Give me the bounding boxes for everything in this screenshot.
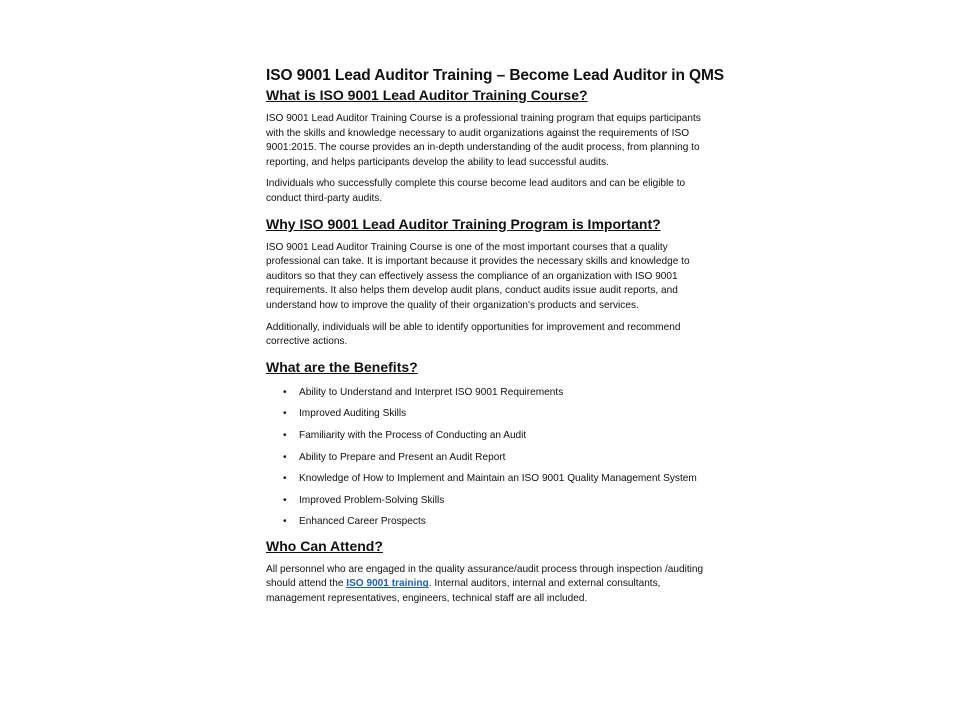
page-title: ISO 9001 Lead Auditor Training – Become Lead Auditor in QMS xyxy=(266,67,725,84)
list-item xyxy=(266,386,706,401)
paragraph-who-before: All personnel who are engaged in the quality assurance/audit process through inspection /auditing should attend the xyxy=(266,563,704,590)
list-item-text: Ability to Understand and Interpret ISO 9001 Requirements xyxy=(299,386,564,398)
paragraph-who-after: . Internal auditors, internal and external consultants, management representatives, engineers, technical staff are all included. xyxy=(266,578,661,605)
bullet-icon: • xyxy=(283,451,287,463)
paragraph-who xyxy=(266,563,706,607)
list-item-text: Enhanced Career Prospects xyxy=(299,516,426,528)
section-heading-what: What is ISO 9001 Lead Auditor Training Course? xyxy=(266,87,588,103)
list-item xyxy=(266,429,706,444)
bullet-icon: • xyxy=(283,494,287,506)
list-item xyxy=(266,451,706,466)
paragraph-why-1: ISO 9001 Lead Auditor Training Course is one of the most important courses that a quality professional can take. It is important because it provides the necessary skills and knowledge to auditors so that they can effectively assess the compliance of an organization with ISO 9001 requirements. It also helps them develop audit plans, conduct audits issue audit reports, and understand how to improve the quality of their organization's products and services. xyxy=(266,241,690,311)
section-heading-benefits: What are the Benefits? xyxy=(266,358,418,375)
paragraph-what-1: ISO 9001 Lead Auditor Training Course is a professional training program that equips participants with the skills and knowledge necessary to audit organizations against the requirements of ISO 9001:2015. The course provides an in-depth understanding of the audit process, from planning to reporting, and helps participants develop the ability to lead successful audits. xyxy=(266,113,701,168)
bullet-icon: • xyxy=(283,386,287,398)
paragraph-why-2: Additionally, individuals will be able to identify opportunities for improvement and recommend corrective actions. xyxy=(266,321,681,348)
list-item xyxy=(266,515,706,530)
list-item-text: Improved Problem-Solving Skills xyxy=(299,494,445,506)
iso-9001-training-link[interactable]: ISO 9001 training xyxy=(346,578,429,590)
section-heading-why: Why ISO 9001 Lead Auditor Training Program is Important? xyxy=(266,215,661,232)
document-page xyxy=(266,66,725,607)
bullet-icon: • xyxy=(283,408,287,420)
list-item-text: Familiarity with the Process of Conducting an Audit xyxy=(299,429,527,441)
bullet-icon: • xyxy=(283,516,287,528)
list-item xyxy=(266,407,706,422)
list-item xyxy=(266,472,706,487)
list-item-text: Knowledge of How to Implement and Maintain an ISO 9001 Quality Management System xyxy=(299,473,697,485)
list-item-text: Ability to Prepare and Present an Audit Report xyxy=(299,451,506,463)
paragraph-what-2: Individuals who successfully complete this course become lead auditors and can be eligible to conduct third-party audits. xyxy=(266,178,686,204)
list-item xyxy=(266,494,706,509)
benefits-list xyxy=(266,386,706,530)
section-heading-who: Who Can Attend? xyxy=(266,537,383,554)
list-item-text: Improved Auditing Skills xyxy=(299,408,407,420)
bullet-icon: • xyxy=(283,429,287,441)
bullet-icon: • xyxy=(283,473,287,485)
